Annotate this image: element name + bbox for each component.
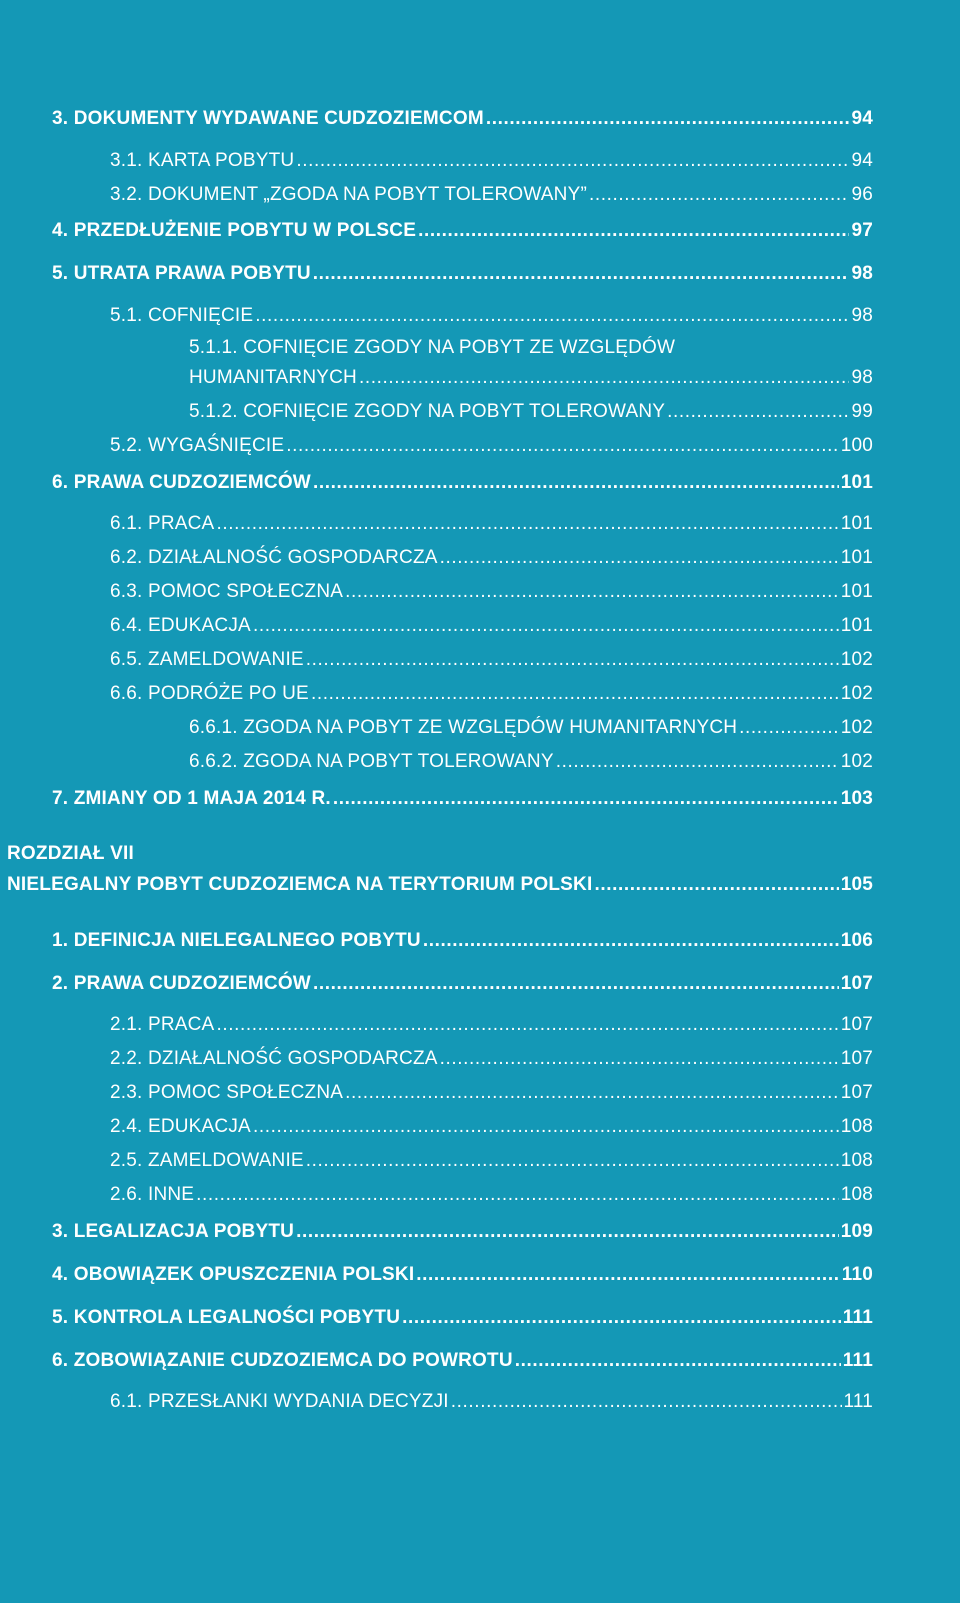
toc-entry-page: 108 <box>840 1184 873 1205</box>
toc-entry-page: 101 <box>840 513 873 534</box>
toc-entry[interactable] <box>52 973 873 995</box>
toc-entry-title: 2.1. PRACA <box>110 1014 215 1035</box>
toc-entry-page: 94 <box>851 108 873 129</box>
toc-entry-title: 5. UTRATA PRAWA POBYTU <box>52 263 311 284</box>
dot-leader <box>296 150 849 172</box>
toc-entry-page: 101 <box>840 547 873 568</box>
dot-leader <box>253 1116 839 1138</box>
toc-entry-title: 6.3. POMOC SPOŁECZNA <box>110 581 344 602</box>
toc-entry-title: 6.4. EDUKACJA <box>110 615 251 636</box>
toc-entry[interactable] <box>110 1048 873 1070</box>
dot-leader <box>667 401 849 423</box>
toc-entry-title: 2. PRAWA CUDZOZIEMCÓW <box>52 973 311 994</box>
toc-entry-title: 1. DEFINICJA NIELEGALNEGO POBYTU <box>52 930 421 951</box>
dot-leader <box>440 547 839 569</box>
toc-entry[interactable] <box>52 788 873 810</box>
dot-leader <box>515 1350 841 1372</box>
toc-entry-title: 3.1. KARTA POBYTU <box>110 150 295 171</box>
toc-entry[interactable] <box>52 472 873 494</box>
dot-leader <box>286 435 838 457</box>
toc-entry-page: 102 <box>840 717 873 738</box>
dot-leader <box>739 717 839 739</box>
toc-entry-title: 6.2. DZIAŁALNOŚĆ GOSPODARCZA <box>110 547 438 568</box>
toc-entry[interactable] <box>110 435 873 457</box>
toc-entry-page: 101 <box>840 615 873 636</box>
toc-entry[interactable] <box>52 263 873 285</box>
toc-entry-title: 6. ZOBOWIĄZANIE CUDZOZIEMCA DO POWROTU <box>52 1350 513 1371</box>
toc-entry[interactable] <box>110 547 873 569</box>
toc-entry[interactable] <box>110 649 873 671</box>
toc-entry[interactable] <box>52 1307 873 1329</box>
dot-leader <box>216 1014 838 1036</box>
dot-leader <box>196 1184 839 1206</box>
toc-entry-title: HUMANITARNYCH <box>189 367 357 388</box>
dot-leader <box>313 973 839 995</box>
toc-entry-title: 6.1. PRACA <box>110 513 215 534</box>
toc-entry-title: 3. DOKUMENTY WYDAWANE CUDZOZIEMCOM <box>52 108 484 129</box>
dot-leader <box>345 1082 839 1104</box>
dot-leader <box>345 581 839 603</box>
toc-entry-title: 2.3. POMOC SPOŁECZNA <box>110 1082 344 1103</box>
toc-entry[interactable] <box>110 150 873 172</box>
toc-entry-title-line1: 5.1.1. COFNIĘCIE ZGODY NA POBYT ZE WZGLĘDÓW <box>189 337 676 358</box>
toc-entry-page: 111 <box>842 1350 873 1371</box>
toc-entry-page: 102 <box>840 649 873 670</box>
toc-entry-page: 98 <box>851 263 873 284</box>
toc-entry[interactable] <box>110 1184 873 1206</box>
dot-leader <box>359 367 849 389</box>
toc-entry-title: 5.2. WYGAŚNIĘCIE <box>110 435 285 456</box>
toc-entry[interactable] <box>52 108 873 130</box>
toc-entry[interactable] <box>189 751 873 773</box>
toc-entry-title: 5.1. COFNIĘCIE <box>110 305 254 326</box>
dot-leader <box>311 683 839 705</box>
toc-entry-page: 102 <box>840 751 873 772</box>
toc-entry[interactable] <box>110 581 873 603</box>
toc-entry[interactable] <box>7 874 873 896</box>
toc-entry-title: 2.4. EDUKACJA <box>110 1116 251 1137</box>
toc-entry[interactable] <box>110 1150 873 1172</box>
toc-entry-title: 2.2. DZIAŁALNOŚĆ GOSPODARCZA <box>110 1048 438 1069</box>
toc-entry[interactable] <box>110 513 873 535</box>
toc-entry-title: 5.1.2. COFNIĘCIE ZGODY NA POBYT TOLEROWANY <box>189 401 666 422</box>
dot-leader <box>313 263 850 285</box>
toc-entry-page: 102 <box>840 683 873 704</box>
dot-leader <box>416 1264 839 1286</box>
toc-entry-title: 3.2. DOKUMENT „ZGODA NA POBYT TOLEROWANY” <box>110 184 587 205</box>
toc-entry-title: 6.6.2. ZGODA NA POBYT TOLEROWANY <box>189 751 554 772</box>
toc-entry-page: 107 <box>840 1082 873 1103</box>
toc-entry-page: 108 <box>840 1116 873 1137</box>
toc-entry[interactable] <box>52 1221 873 1243</box>
toc-entry[interactable] <box>52 1264 873 1286</box>
toc-entry-page: 106 <box>840 930 873 951</box>
toc-entry-title: NIELEGALNY POBYT CUDZOZIEMCA NA TERYTORIUM POLSKI <box>7 874 593 895</box>
toc-entry[interactable] <box>52 930 873 952</box>
toc-entry[interactable] <box>189 367 873 389</box>
dot-leader <box>440 1048 839 1070</box>
toc-entry-page: 105 <box>840 874 873 895</box>
toc-entry-title: 2.5. ZAMELDOWANIE <box>110 1150 304 1171</box>
dot-leader <box>589 184 849 206</box>
toc-entry-page: 96 <box>851 184 873 205</box>
toc-entry-page: 97 <box>851 220 873 241</box>
toc-entry-page: 107 <box>840 1014 873 1035</box>
toc-entry-title: 7. ZMIANY OD 1 MAJA 2014 R. <box>52 788 331 809</box>
dot-leader <box>423 930 839 952</box>
toc-entry-page: 101 <box>840 472 873 493</box>
toc-entry-page: 111 <box>842 1307 873 1328</box>
dot-leader <box>216 513 838 535</box>
toc-entry-page: 108 <box>840 1150 873 1171</box>
toc-entry-title: 6.1. PRZESŁANKI WYDANIA DECYZJI <box>110 1391 449 1412</box>
toc-entry-title: 2.6. INNE <box>110 1184 195 1205</box>
dot-leader <box>253 615 839 637</box>
toc-entry[interactable] <box>110 1014 873 1036</box>
dot-leader <box>556 751 839 773</box>
toc-entry-page: 103 <box>840 788 873 809</box>
dot-leader <box>451 1391 842 1413</box>
dot-leader <box>306 649 839 671</box>
toc-entry-page: 101 <box>840 581 873 602</box>
toc-entry[interactable] <box>52 220 873 242</box>
toc-entry[interactable] <box>110 1391 873 1413</box>
toc-entry-page: 107 <box>840 1048 873 1069</box>
toc-entry-page: 94 <box>851 150 873 171</box>
toc-entry-page: 99 <box>851 401 873 422</box>
dot-leader <box>296 1221 839 1243</box>
toc-entry-page: 107 <box>840 973 873 994</box>
toc-entry-page: 98 <box>851 367 873 388</box>
toc-entry[interactable] <box>110 1082 873 1104</box>
toc-entry[interactable] <box>52 1350 873 1372</box>
dot-leader <box>402 1307 841 1329</box>
toc-entry[interactable] <box>189 401 873 423</box>
dot-leader <box>255 305 849 327</box>
toc-entry[interactable] <box>110 1116 873 1138</box>
toc-entry[interactable] <box>110 305 873 327</box>
toc-entry[interactable] <box>110 615 873 637</box>
dot-leader <box>486 108 850 130</box>
toc-entry-page: 110 <box>841 1264 873 1285</box>
toc-entry-title: 4. PRZEDŁUŻENIE POBYTU W POLSCE <box>52 220 417 241</box>
toc-entry-title: 6. PRAWA CUDZOZIEMCÓW <box>52 472 311 493</box>
toc-entry-page: 98 <box>851 305 873 326</box>
chapter-heading: ROZDZIAŁ VII <box>7 843 134 864</box>
toc-entry-page: 100 <box>840 435 873 456</box>
dot-leader <box>333 788 839 810</box>
dot-leader <box>313 472 839 494</box>
toc-entry-title: 6.6. PODRÓŻE PO UE <box>110 683 309 704</box>
toc-entry-title: 6.6.1. ZGODA NA POBYT ZE WZGLĘDÓW HUMANITARNYCH <box>189 717 738 738</box>
toc-entry-page: 111 <box>843 1391 873 1412</box>
toc-entry[interactable] <box>110 184 873 206</box>
toc-entry-title: 6.5. ZAMELDOWANIE <box>110 649 304 670</box>
dot-leader <box>594 874 838 896</box>
toc-entry-title: 5. KONTROLA LEGALNOŚCI POBYTU <box>52 1307 401 1328</box>
toc-entry-title: 4. OBOWIĄZEK OPUSZCZENIA POLSKI <box>52 1264 415 1285</box>
dot-leader <box>418 220 849 242</box>
toc-entry-page: 109 <box>840 1221 873 1242</box>
toc-entry[interactable] <box>189 717 873 739</box>
dot-leader <box>306 1150 839 1172</box>
toc-entry-title: 3. LEGALIZACJA POBYTU <box>52 1221 295 1242</box>
toc-entry[interactable] <box>110 683 873 705</box>
